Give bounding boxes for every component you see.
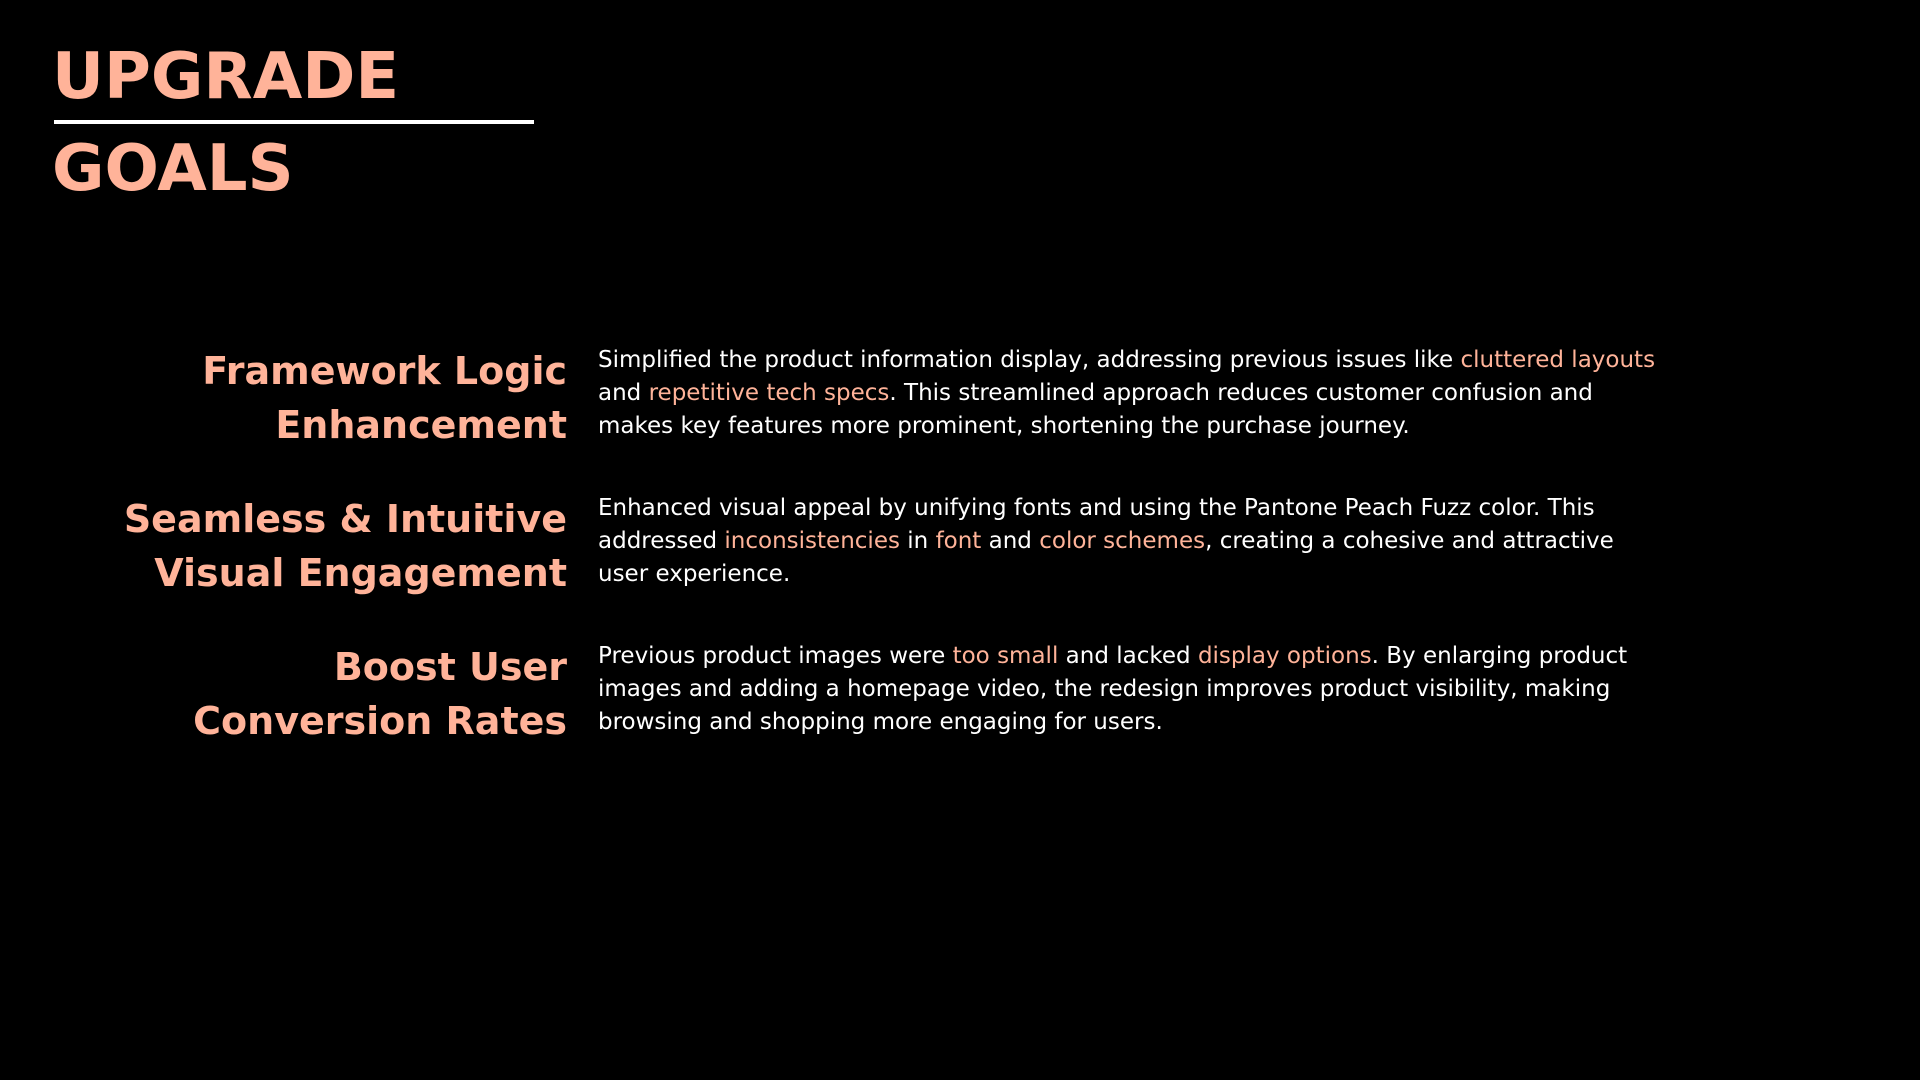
goal-description <box>598 344 1668 443</box>
goal-heading <box>47 344 567 452</box>
title-line-goals: GOALS <box>52 132 294 206</box>
goal-heading-line1: Boost User <box>333 645 567 689</box>
desc-text: and <box>598 380 649 406</box>
goal-heading-line2: Conversion Rates <box>193 699 567 743</box>
goal-description <box>598 640 1668 739</box>
title-line-upgrade: UPGRADE <box>52 40 400 114</box>
title-underline <box>54 120 534 124</box>
desc-highlight: inconsistencies <box>724 528 900 554</box>
desc-text: in <box>899 528 936 554</box>
page-title <box>52 40 534 206</box>
desc-highlight: font <box>935 528 982 554</box>
desc-text: and lacked <box>1058 643 1198 669</box>
desc-text: , creating a cohesive and attractive user experience. <box>598 528 1614 587</box>
goal-heading <box>47 640 567 748</box>
desc-text: . By enlarging product images and adding a homepage video, the redesign improves product visibility, making browsing and shopping more engaging for users. <box>598 643 1628 735</box>
goal-description <box>598 492 1668 591</box>
desc-highlight: display options <box>1197 643 1372 669</box>
desc-highlight: color schemes <box>1039 528 1206 554</box>
desc-text: and <box>981 528 1040 554</box>
desc-text: Simplified the product information display, addressing previous issues like <box>598 347 1461 373</box>
goal-heading-line1: Framework Logic <box>202 349 567 393</box>
goal-heading-line2: Enhancement <box>275 403 567 447</box>
desc-highlight: repetitive tech specs <box>648 380 890 406</box>
goal-heading-line2: Visual Engagement <box>154 551 567 595</box>
desc-text: . This streamlined approach reduces customer confusion and makes key features more prominent, shortening the purchase journey. <box>598 380 1593 439</box>
goal-heading-line1: Seamless & Intuitive <box>123 497 567 541</box>
desc-text: Previous product images were <box>598 643 953 669</box>
desc-highlight: too small <box>952 643 1059 669</box>
goal-heading <box>47 492 567 600</box>
desc-highlight: cluttered layouts <box>1460 347 1656 373</box>
desc-text: Enhanced visual appeal by unifying fonts and using the Pantone Peach Fuzz color. This addressed <box>598 495 1595 554</box>
